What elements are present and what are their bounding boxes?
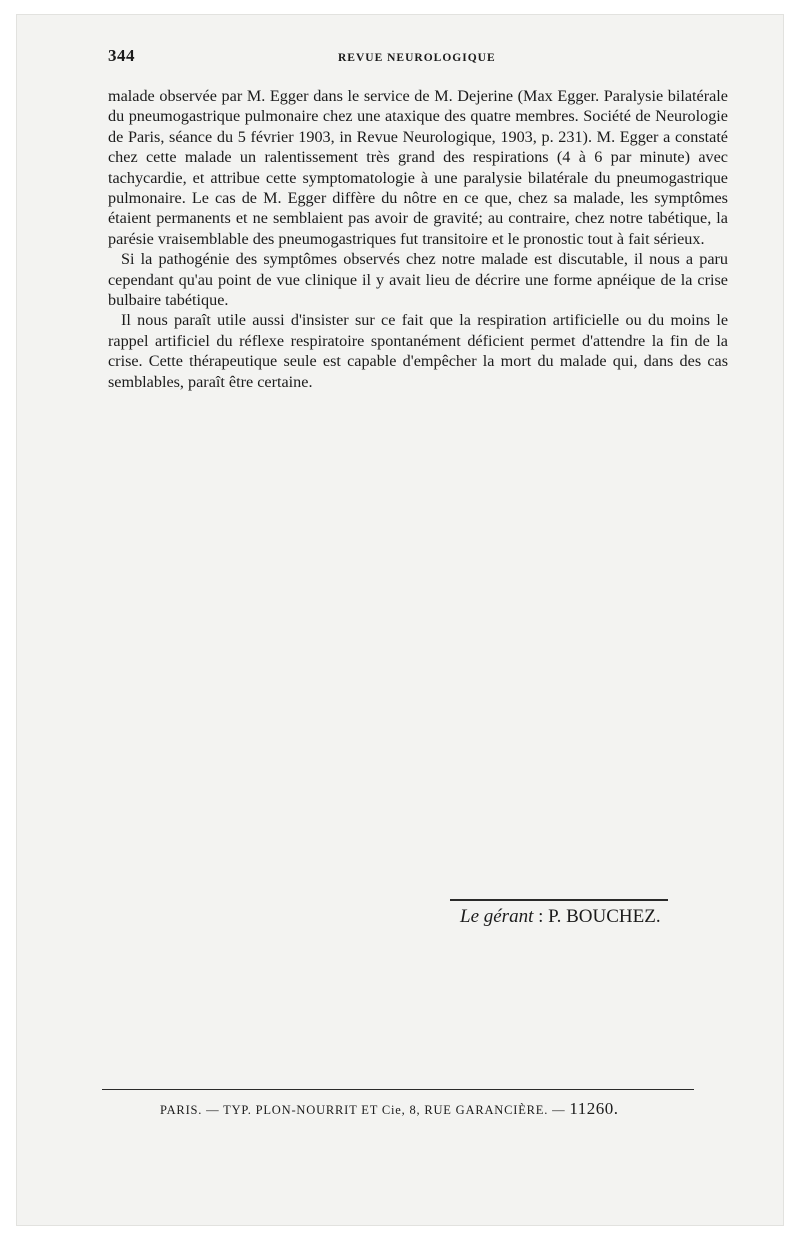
job-number: 11260. [569,1099,619,1118]
footer-divider [102,1089,694,1090]
paragraph-continuation: malade observée par M. Egger dans le service de M. Dejerine (Max Egger. Paralysie bilatérale du pneumogastrique pulmonaire chez une ataxique des quatre membres. Société de Neurologie de Paris, séance du 5 février 1903, in Revue Neurologique, 1903, p. 231). M. Egger a constaté chez cette malade un ralentissement très grand des respirations (4 à 6 par minute) avec tachycardie, et attribue cette symptomatologie à une paralysie bilatérale du pneumogastrique pulmonaire. Le cas de M. Egger diffère du nôtre en ce que, chez sa malade, les symptômes étaient permanents et ne semblaient pas avoir de gravité; au contraire, chez notre tabétique, la parésie vraisemblable des pneumogastriques fut transitoire et le pronostic tout à fait sérieux. [108,87,728,248]
article-body [108,86,728,392]
printer-imprint [160,1099,690,1119]
signature-separator: : [533,906,549,927]
paragraph-pathogenie: Si la pathogénie des symptômes observés chez notre malade est discutable, il nous a paru cependant qu'au point de vue clinique il y avait lieu de décrire une forme apnéique de la crise bulbaire tabétique. [108,250,728,310]
page-header [108,46,708,72]
imprint-text: PARIS. — TYP. PLON-NOURRIT ET Cie, 8, RUE GARANCIÈRE. — [160,1103,566,1117]
paragraph-respiration: Il nous paraît utile aussi d'insister sur ce fait que la respiration artificielle ou du moins le rappel artificiel du réflexe respiratoire spontanément déficient permet d'attendre la fin de la crise. Cette thérapeutique seule est capable d'empêcher la mort du malade qui, dans des cas semblables, paraît être certaine. [108,311,728,391]
running-title: REVUE NEUROLOGIQUE [338,52,496,64]
signature-divider [450,899,668,901]
signature-role: Le gérant [460,906,534,927]
page-number: 344 [108,46,135,65]
signature [460,906,661,928]
signature-name: P. BOUCHEZ. [548,906,661,927]
